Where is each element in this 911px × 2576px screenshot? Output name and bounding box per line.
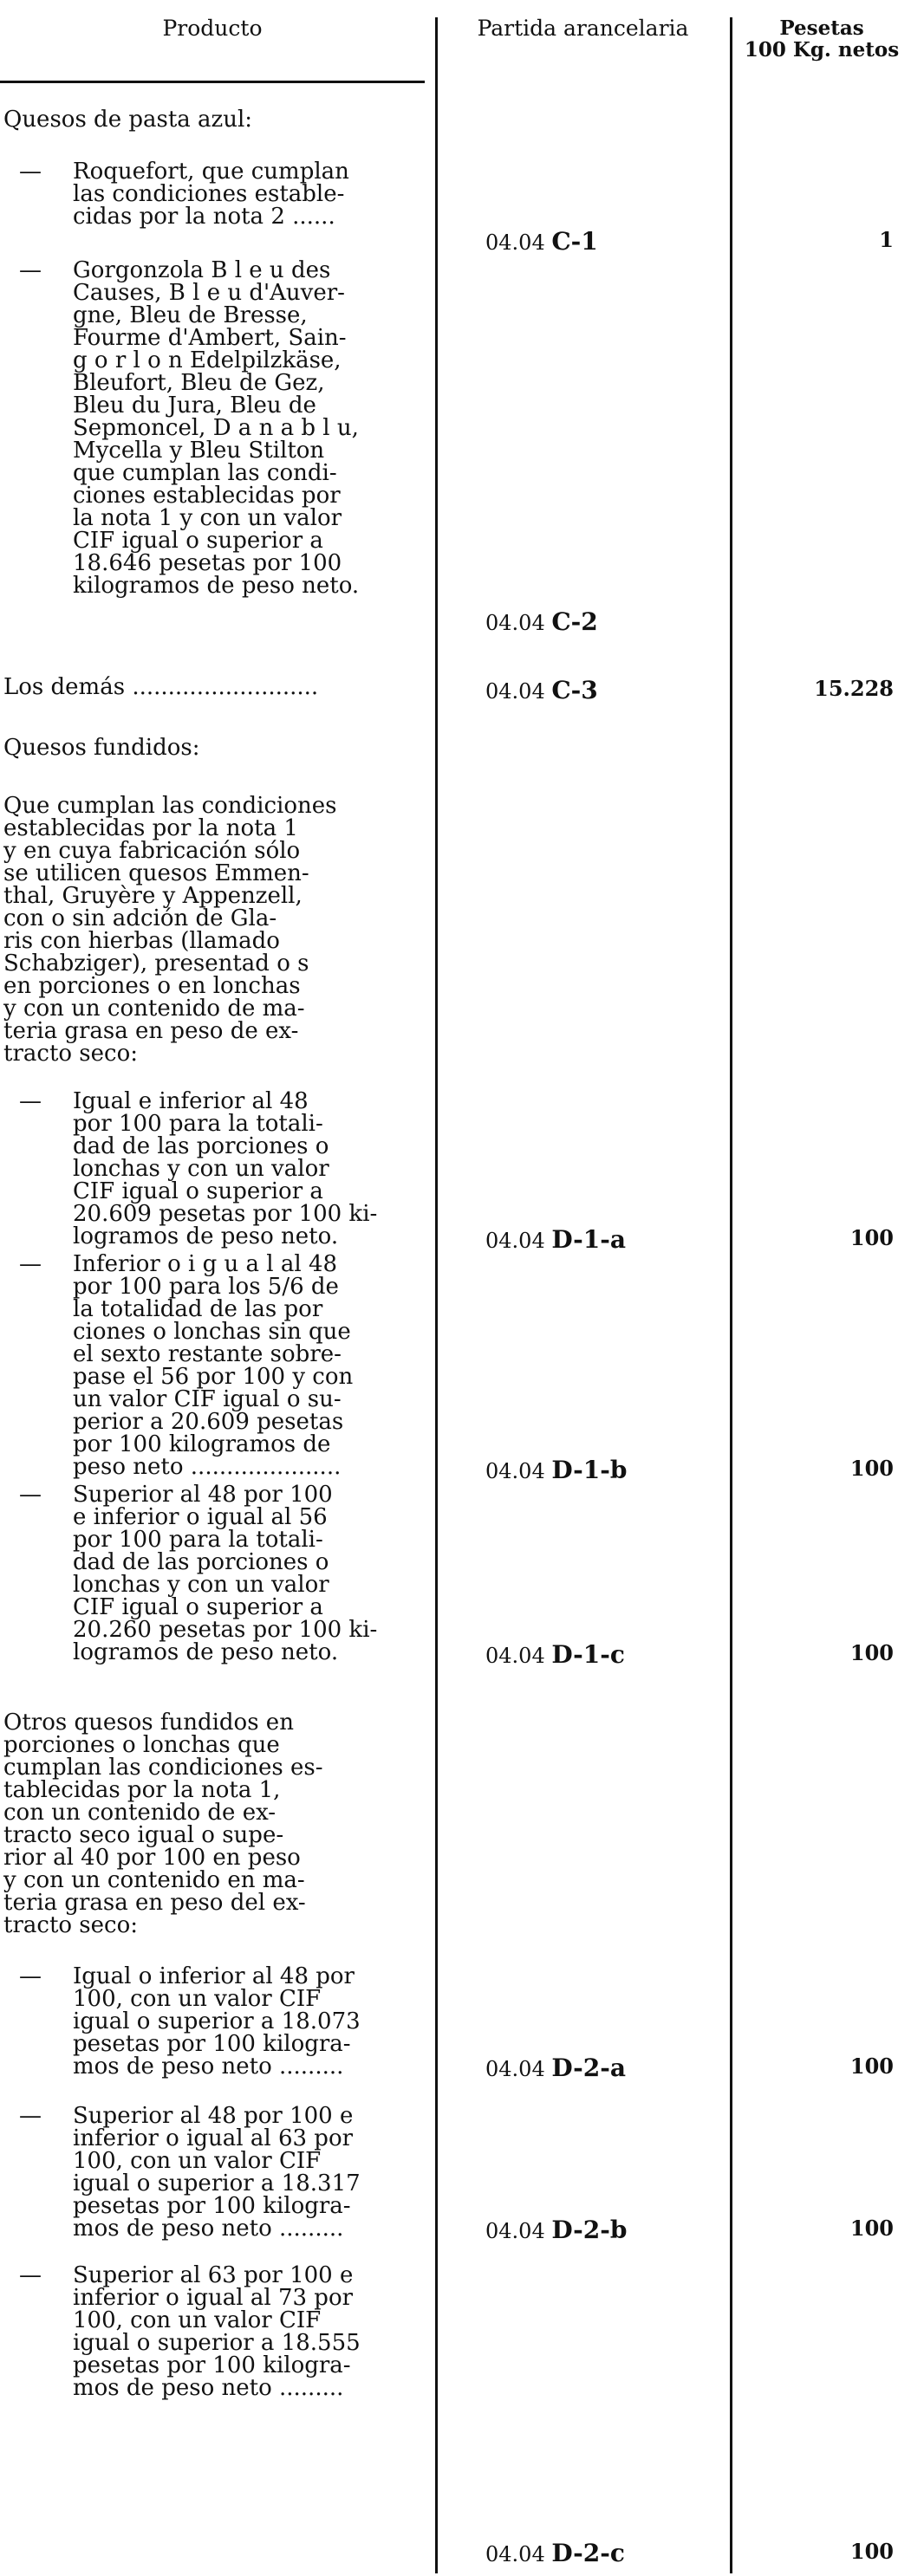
product-description: Roquefort, que cumplan las condiciones estable- cidas por la nota 2 ......	[73, 159, 349, 230]
product-description: Gorgonzola B l e u des Causes, B l e u d'Auver- gne, Bleu de Bresse, Fourme d'Ambert, Sain- g o r l o n Edelpilzkäse, Bleufort, Bleu de Gez, Bleu du Jura, Bleu de Sepmoncel, D a n a b l u, Mycella y Bleu Stilton que cumplan las condi- ciones establecidas por la nota 1 y con un valor CIF igual o superior a 18.646 pesetas por 100 kilogramos de peso neto.	[73, 257, 360, 599]
product-description: Los demás ..........................	[3, 674, 319, 700]
pesetas-value: 100	[849, 2216, 894, 2241]
section-intro: Otros quesos fundidos en porciones o lonchas que cumplan las condiciones es- tablecidas por la nota 1, con un contenido de ex- tracto seco igual o supe- rior al 40 por 100 en peso y con un contenido en ma- teria grasa en peso del ex- tracto seco:	[3, 1710, 323, 1938]
tariff-code: 04.04 D-1-c	[485, 1640, 625, 1669]
list-dash: —	[19, 1251, 42, 1277]
product-description: Inferior o i g u a l al 48 por 100 para los 5/6 de la totalidad de las por ciones o lonchas sin que el sexto restante sobre- pase el 56 por 100 y con un valor CIF igual o su- perior a 20.609 pesetas por 100 kilogramos de peso neto .....................	[73, 1251, 354, 1480]
tariff-code: 04.04 C-2	[485, 607, 598, 636]
pesetas-value: 100	[849, 2539, 894, 2564]
product-description: Superior al 48 por 100 e inferior o igual al 56 por 100 para la totali- dad de las porciones o lonchas y con un valor CIF igual o superior a 20.260 pesetas por 100 ki- logramos de peso neto.	[73, 1482, 378, 1665]
header-underline	[0, 81, 425, 83]
header-partida: Partida arancelaria	[477, 16, 689, 41]
product-description: Superior al 48 por 100 e inferior o igual al 63 por 100, con un valor CIF igual o superior a 18.317 pesetas por 100 kilogra- mos de peso neto .........	[73, 2103, 361, 2242]
section-heading: Quesos fundidos:	[3, 735, 200, 761]
list-dash: —	[19, 2103, 42, 2129]
tariff-code: 04.04 D-2-a	[485, 2054, 627, 2082]
header-producto: Producto	[162, 16, 263, 41]
pesetas-value: 15.228	[814, 676, 894, 701]
tariff-code: 04.04 D-1-a	[485, 1225, 627, 1254]
pesetas-value: 100	[849, 1456, 894, 1481]
pesetas-value: 100	[849, 1640, 894, 1665]
pesetas-value: 100	[849, 1225, 894, 1250]
column-divider-2	[730, 17, 732, 2573]
list-dash: —	[19, 1963, 42, 1989]
pesetas-value: 100	[849, 2054, 894, 2079]
product-description: Superior al 63 por 100 e inferior o igual al 73 por 100, con un valor CIF igual o superior a 18.555 pesetas por 100 kilogra- mos de peso neto .........	[73, 2262, 361, 2401]
tariff-code: 04.04 C-3	[485, 676, 598, 704]
tariff-code: 04.04 D-2-c	[485, 2539, 625, 2567]
section-heading: Quesos de pasta azul:	[3, 107, 253, 133]
list-dash: —	[19, 2262, 42, 2288]
column-divider-1	[435, 17, 438, 2573]
tariff-code: 04.04 C-1	[485, 227, 598, 256]
list-dash: —	[19, 159, 42, 185]
list-dash: —	[19, 257, 42, 283]
product-description: Igual o inferior al 48 por 100, con un valor CIF igual o superior a 18.073 pesetas por 100 kilogra- mos de peso neto .........	[73, 1963, 361, 2080]
header-pesetas: Pesetas 100 Kg. netos	[744, 16, 900, 62]
section-intro: Que cumplan las condiciones establecidas por la nota 1 y en cuya fabricación sólo se utilicen quesos Emmen- thal, Gruyère y Appenzell, con o sin adción de Gla- ris con hierbas (llamado Schabziger), presentad o s en porciones o en lonchas y con un contenido de ma- teria grasa en peso de ex- tracto seco:	[3, 793, 337, 1067]
tariff-code: 04.04 D-2-b	[485, 2216, 628, 2244]
list-dash: —	[19, 1482, 42, 1508]
pesetas-value: 1	[879, 227, 894, 252]
product-description: Igual e inferior al 48 por 100 para la totali- dad de las porciones o lonchas y con un valor CIF igual o superior a 20.609 pesetas por 100 ki- logramos de peso neto.	[73, 1088, 378, 1249]
list-dash: —	[19, 1088, 42, 1114]
tariff-code: 04.04 D-1-b	[485, 1456, 628, 1484]
